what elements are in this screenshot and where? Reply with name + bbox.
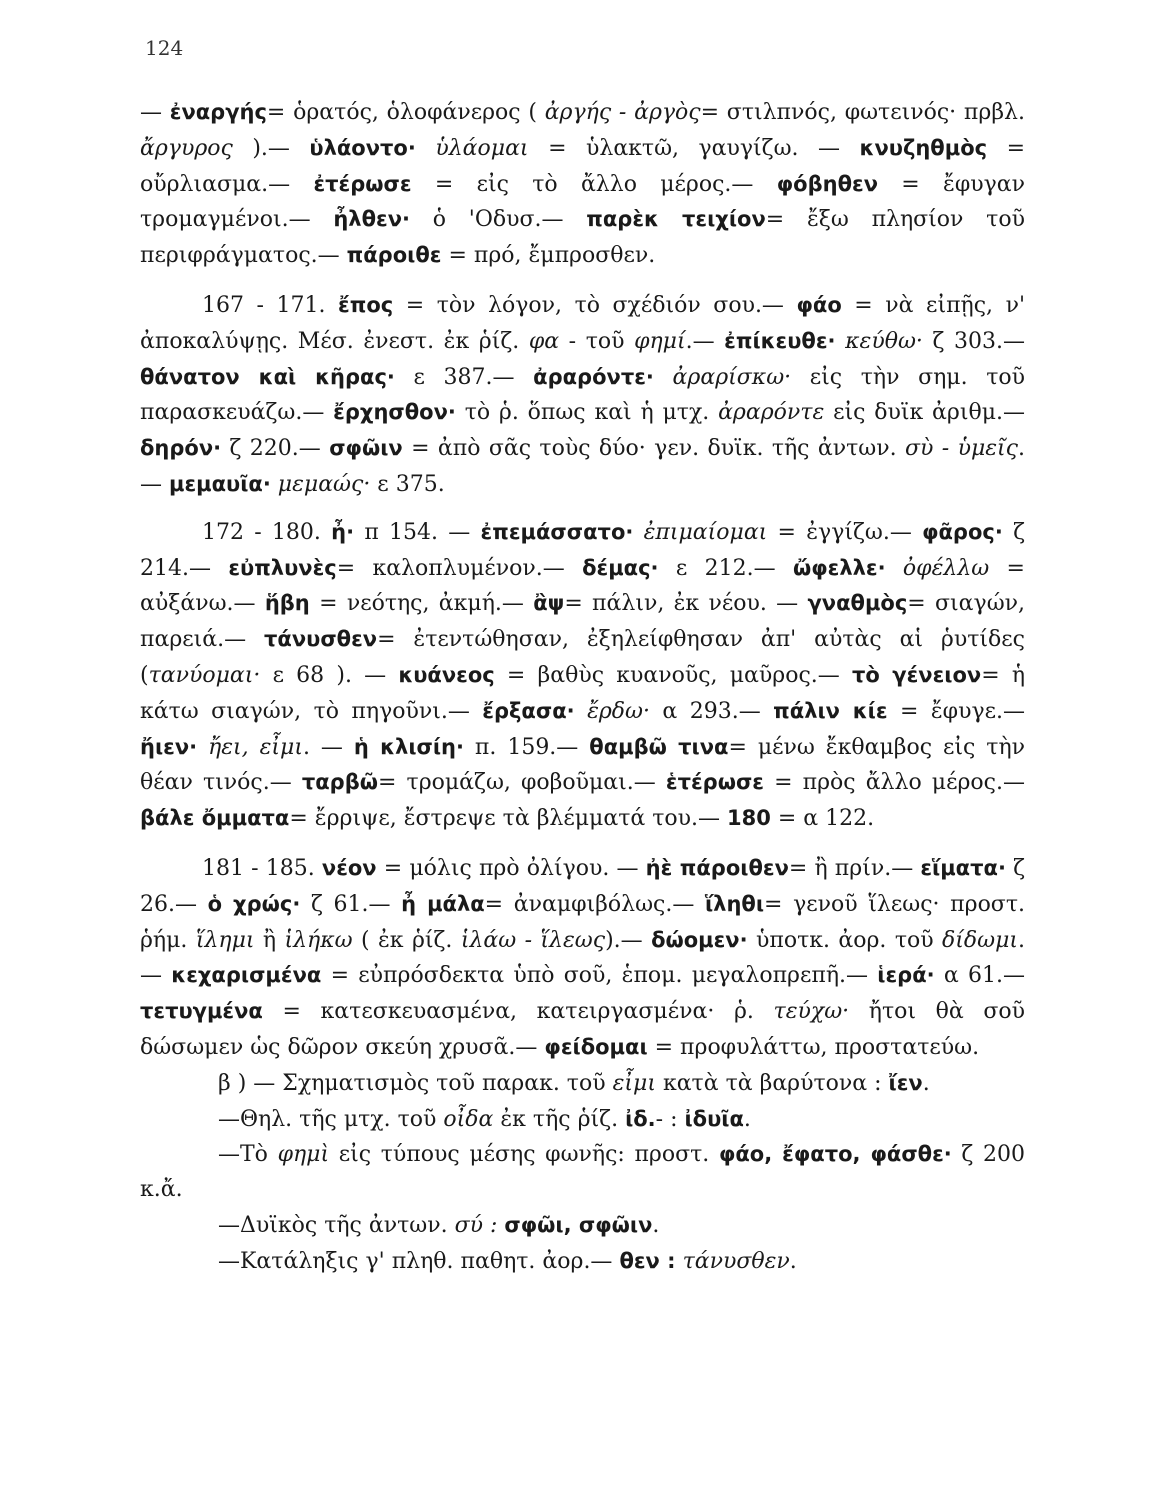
page-number: 124 xyxy=(145,36,184,60)
italic-term: ἱλήκω xyxy=(284,927,353,953)
gloss-text: . xyxy=(652,1212,660,1238)
gloss-text: 181 - 185. xyxy=(202,855,322,881)
gloss-text xyxy=(271,472,278,497)
gloss-text: 167 - 171. xyxy=(202,292,339,318)
headword: βάλε ὄμματα xyxy=(140,806,290,831)
gloss-text: ζ 303.— xyxy=(922,328,1025,354)
italic-term: ἀργής - ἀργὸς xyxy=(544,100,701,125)
headword: ὁ χρώς· xyxy=(207,891,301,916)
grammar-note-parakeimenos xyxy=(140,1066,1025,1102)
gloss-text: .— xyxy=(140,436,1025,497)
gloss-text: ζ 214.— xyxy=(140,519,1025,581)
gloss-text: - : xyxy=(655,1106,685,1132)
gloss-text: β ) — Σχηματισμὸς τοῦ παρακ. τοῦ xyxy=(218,1070,613,1096)
gloss-text: = προφυλάττω, προστατεύω. xyxy=(647,1034,980,1060)
headword: ἡ κλισίη· xyxy=(353,734,464,759)
gloss-text: ε 68 ). — xyxy=(260,662,399,688)
headword: πάροιθε xyxy=(346,243,442,268)
gloss-text: = βαθὺς κυανοῦς, μαῦρος.— xyxy=(494,662,852,688)
headword: ἂψ xyxy=(533,591,565,616)
gloss-text: = πρὸς ἄλλο μέρος.— xyxy=(763,770,1025,796)
headword: ἑτέρωσε xyxy=(665,770,764,795)
gloss-text: = εὐπρόσδεκτα ὑπὸ σοῦ, ἑπομ. μεγαλοπρεπῆ.— xyxy=(321,963,878,989)
gloss-text: ὑποτκ. ἀορ. τοῦ xyxy=(747,927,943,953)
headword: τάνυσθεν xyxy=(264,627,378,652)
grammar-note-ending xyxy=(140,1244,1025,1280)
grammar-note-phemi xyxy=(140,1137,1025,1208)
italic-term: σύ : xyxy=(454,1212,498,1238)
gloss-text: = ἢ πρίν.— xyxy=(788,855,921,881)
gloss-text: εἰς τὴν σημ. τοῦ παρασκευάζω.— xyxy=(140,364,1025,426)
headword: σφῶιν xyxy=(329,436,403,461)
page-body xyxy=(140,95,1025,1280)
headword: ἦ μάλα xyxy=(401,891,485,916)
headword: ὤφελλε· xyxy=(792,555,886,580)
gloss-text: = νεότης, ἀκμή.— xyxy=(309,591,534,617)
gloss-text: ἤτοι θὰ σοῦ δώσωμεν ὡς δῶρον σκεύη χρυσᾶ.— xyxy=(140,999,1025,1060)
paragraph-lines-181-185 xyxy=(140,851,1025,1066)
italic-term: φημὶ xyxy=(277,1142,330,1168)
gloss-text: = ἀναμφιβόλως.— xyxy=(484,891,705,917)
italic-term: σὺ - ὑμεῖς xyxy=(904,436,1018,462)
gloss-text xyxy=(575,699,587,724)
italic-term: κεύθω· xyxy=(845,328,923,354)
gloss-text: = στιλπνός, φωτεινός· πρβλ. xyxy=(700,100,1025,125)
gloss-text: π 154. — xyxy=(354,519,481,545)
headword: θεν : xyxy=(619,1248,676,1273)
italic-term: μεμαώς· xyxy=(277,471,371,497)
gloss-text: = καλοπλυμένον.— xyxy=(336,555,583,581)
gloss-text: α 61.— xyxy=(934,963,1025,989)
gloss-text: = τρομάζω, φοβοῦμαι.— xyxy=(377,770,666,796)
headword: κυάνεος xyxy=(398,662,495,687)
paragraph-lines-167-171 xyxy=(140,288,1025,503)
gloss-text: = τὸν λόγον, τὸ σχέδιόν σου.— xyxy=(393,292,797,318)
gloss-text xyxy=(633,520,643,545)
italic-term: τάνυσθεν xyxy=(682,1248,790,1274)
gloss-text: = ἔξω πλησίον τοῦ περιφράγματος.— xyxy=(140,207,1025,269)
headword: ἦλθεν· xyxy=(333,207,410,232)
gloss-text: ζ 200 κ.ἄ. xyxy=(140,1142,1025,1203)
gloss-text: = σιαγών, παρειά.— xyxy=(140,591,1025,653)
headword: τετυγμένα xyxy=(140,999,263,1024)
gloss-text xyxy=(197,735,208,760)
gloss-text: ).— xyxy=(232,135,310,161)
italic-term: ἀραρίσκω· xyxy=(672,364,792,390)
gloss-text: ).— xyxy=(605,927,652,953)
gloss-text: .— xyxy=(685,328,725,354)
gloss-text xyxy=(836,329,846,354)
italic-term: ἔρδω· xyxy=(587,698,650,724)
headword: ἱερά· xyxy=(877,963,935,988)
headword: ἐπίκευθε· xyxy=(724,328,836,353)
headword: ἔπος xyxy=(338,292,394,317)
headword: ἰδ. xyxy=(625,1106,656,1131)
gloss-text: —Θηλ. τῆς μτχ. τοῦ xyxy=(218,1106,444,1132)
gloss-text: = εἰς τὸ ἄλλο μέρος.— xyxy=(411,171,777,197)
headword: κνυζηθμὸς xyxy=(859,135,988,160)
headword: φᾶρος· xyxy=(922,519,1003,544)
gloss-text: ε 212.— xyxy=(658,555,793,581)
gloss-text: —Τὸ xyxy=(218,1142,278,1168)
gloss-text: = γενοῦ ἵλεως· προστ. ῥήμ. xyxy=(140,891,1025,953)
gloss-text: . xyxy=(922,1070,930,1096)
headword: μεμαυῖα· xyxy=(169,471,271,496)
gloss-text: = ἐτεντώθησαν, ἐξηλείφθησαν ἀπ' αὐτὰς αἱ ῥυτίδες ( xyxy=(140,627,1025,688)
italic-term: τεύχω· xyxy=(773,999,850,1025)
gloss-text: ζ 220.— xyxy=(221,436,330,462)
gloss-text: εἰς δυϊκ ἀριθμ.— xyxy=(824,400,1025,426)
gloss-text: κατὰ τὰ βαρύτονα : xyxy=(655,1070,889,1096)
gloss-text: = πάλιν, ἐκ νέου. — xyxy=(564,591,808,617)
headword: θαμβῶ τινα xyxy=(589,734,729,759)
gloss-text xyxy=(676,1249,683,1274)
headword: νέον xyxy=(321,855,377,880)
gloss-text: . xyxy=(743,1106,751,1132)
gloss-text: ε 375. xyxy=(370,471,445,497)
headword: ἤιεν· xyxy=(140,734,198,759)
gloss-text: = ἔφυγαν τρομαγμένοι.— xyxy=(140,171,1025,233)
gloss-text: = κατεσκευασμένα, κατειργασμένα· ῥ. xyxy=(262,999,774,1025)
headword: ἐπεμάσσατο· xyxy=(480,519,634,544)
italic-term: ἱλάω - ἵλεως xyxy=(460,927,606,953)
headword: γναθμὸς xyxy=(807,591,908,616)
headword: ταρβῶ xyxy=(301,770,378,795)
gloss-text: ζ 26.— xyxy=(140,855,1026,917)
headword: δηρόν· xyxy=(140,436,222,461)
italic-term: φα xyxy=(528,328,560,354)
grammar-note-participle xyxy=(140,1102,1025,1138)
gloss-text: = μόλις πρὸ ὀλίγου. — xyxy=(376,855,646,881)
headword: εἵματα· xyxy=(920,855,1006,880)
italic-term: ἄργυρος xyxy=(140,135,233,161)
paragraph-lines-172-180 xyxy=(140,515,1025,837)
gloss-text xyxy=(654,365,673,390)
headword: φάο xyxy=(796,292,842,317)
grammar-note-dual xyxy=(140,1208,1025,1244)
gloss-text: ἐκ τῆς ῥίζ. xyxy=(493,1106,626,1132)
italic-term: ὑλάομαι xyxy=(435,135,529,161)
gloss-text: 172 - 180. xyxy=(202,519,332,545)
gloss-text: = ἡ κάτω σιαγών, τὸ πηγοῦνι.— xyxy=(140,662,1026,724)
gloss-text: . — xyxy=(302,734,354,760)
gloss-text xyxy=(416,136,436,161)
headword: ἀραρόντε· xyxy=(533,364,654,389)
gloss-text: εἰς τύπους μέσης φωνῆς: προστ. xyxy=(329,1142,719,1168)
headword: ἦ· xyxy=(331,519,355,544)
headword: φόβηθεν xyxy=(776,171,878,196)
headword: πάλιν κίε xyxy=(773,698,888,723)
headword: ἰδυῖα xyxy=(684,1106,744,1131)
gloss-text: π. 159.— xyxy=(463,734,590,760)
italic-term: οἶδα xyxy=(443,1106,494,1132)
headword: ἥβη xyxy=(264,591,310,616)
italic-term: ἤει, εἶμι xyxy=(208,734,303,760)
gloss-text: ὁ 'Οδυσ.— xyxy=(410,207,587,233)
headword: φάο, ἔφατο, φάσθε· xyxy=(718,1142,952,1167)
italic-term: εἶμι xyxy=(612,1070,656,1096)
gloss-text: - τοῦ xyxy=(559,328,635,354)
headword: ἠὲ πάροιθεν xyxy=(645,855,789,880)
headword: ἐναργής xyxy=(169,100,267,124)
paragraph-intro-glosses xyxy=(140,95,1025,274)
italic-term: ἀραρόντε xyxy=(718,400,825,426)
headword: σφῶι, σφῶιν xyxy=(504,1212,653,1237)
gloss-text: = οὔρλιασμα.— xyxy=(140,135,1026,197)
headword: κεχαρισμένα xyxy=(171,963,322,988)
gloss-text: = ὑλακτῶ, γαυγίζω. — xyxy=(528,135,860,161)
headword: ὑλάοντο· xyxy=(309,135,416,160)
headword: 180 xyxy=(727,806,771,831)
gloss-text: ( ἐκ ῥίζ. xyxy=(352,927,461,953)
gloss-text: = μένω ἔκθαμβος εἰς τὴν θέαν τινός.— xyxy=(140,734,1026,796)
gloss-text: τὸ ῥ. ὅπως καὶ ἡ μτχ. xyxy=(455,400,719,426)
headword: τὸ γένειον xyxy=(851,662,982,687)
gloss-text xyxy=(886,556,903,581)
headword: ἐτέρωσε xyxy=(313,171,412,196)
italic-term: δίδωμι xyxy=(942,927,1018,953)
headword: δώομεν· xyxy=(651,927,748,952)
italic-term: ἵλημι xyxy=(195,927,255,953)
headword: παρὲκ τειχίον xyxy=(586,207,766,232)
headword: φείδομαι xyxy=(544,1034,648,1059)
gloss-text: = νὰ εἰπῇς, ν' ἀποκαλύψῃς. Μέσ. ἐνεστ. ἐκ ῥίζ. xyxy=(140,292,1025,354)
gloss-text: = αὐξάνω.— xyxy=(140,555,1025,617)
gloss-text: ζ 61.— xyxy=(300,891,402,917)
italic-term: ἐπιμαίομαι xyxy=(643,519,768,545)
gloss-text: ἢ xyxy=(254,927,285,953)
italic-term: τανύομαι· xyxy=(148,662,261,688)
headword: ἔρχησθον· xyxy=(333,400,456,425)
headword: ἴεν xyxy=(888,1070,923,1095)
gloss-text: = ἔφυγε.— xyxy=(887,698,1025,724)
gloss-text: = πρό, ἔμπροσθεν. xyxy=(441,243,656,269)
gloss-text: α 293.— xyxy=(649,698,774,724)
gloss-text: = ἀπὸ σᾶς τοὺς δύο· γεν. δυϊκ. τῆς ἀντων. xyxy=(402,436,905,462)
gloss-text: .— xyxy=(140,927,1025,989)
gloss-text: ε 387.— xyxy=(394,364,534,390)
gloss-text: — xyxy=(140,100,170,125)
gloss-text: = ἔρριψε, ἔστρεψε τὰ βλέμματά του.— xyxy=(289,806,728,832)
gloss-text: = α 122. xyxy=(770,806,875,832)
headword: δέμας· xyxy=(582,555,659,580)
gloss-text: = ὁρατός, ὁλοφάνερος ( xyxy=(266,100,545,125)
headword: εὐπλυνὲς xyxy=(228,555,337,580)
headword: θάνατον καὶ κῆρας· xyxy=(140,364,395,389)
gloss-text: —Κατάληξις γ' πληθ. παθητ. ἀορ.— xyxy=(218,1248,620,1274)
headword: ἔρξασα· xyxy=(482,698,575,723)
gloss-text: —Δυϊκὸς τῆς ἀντων. xyxy=(218,1212,455,1238)
italic-term: φημί xyxy=(634,328,686,354)
gloss-text: . xyxy=(789,1248,797,1274)
headword: ἵληθι xyxy=(704,891,765,916)
gloss-text: = ἐγγίζω.— xyxy=(767,519,923,545)
italic-term: ὀφέλλω xyxy=(902,555,990,581)
